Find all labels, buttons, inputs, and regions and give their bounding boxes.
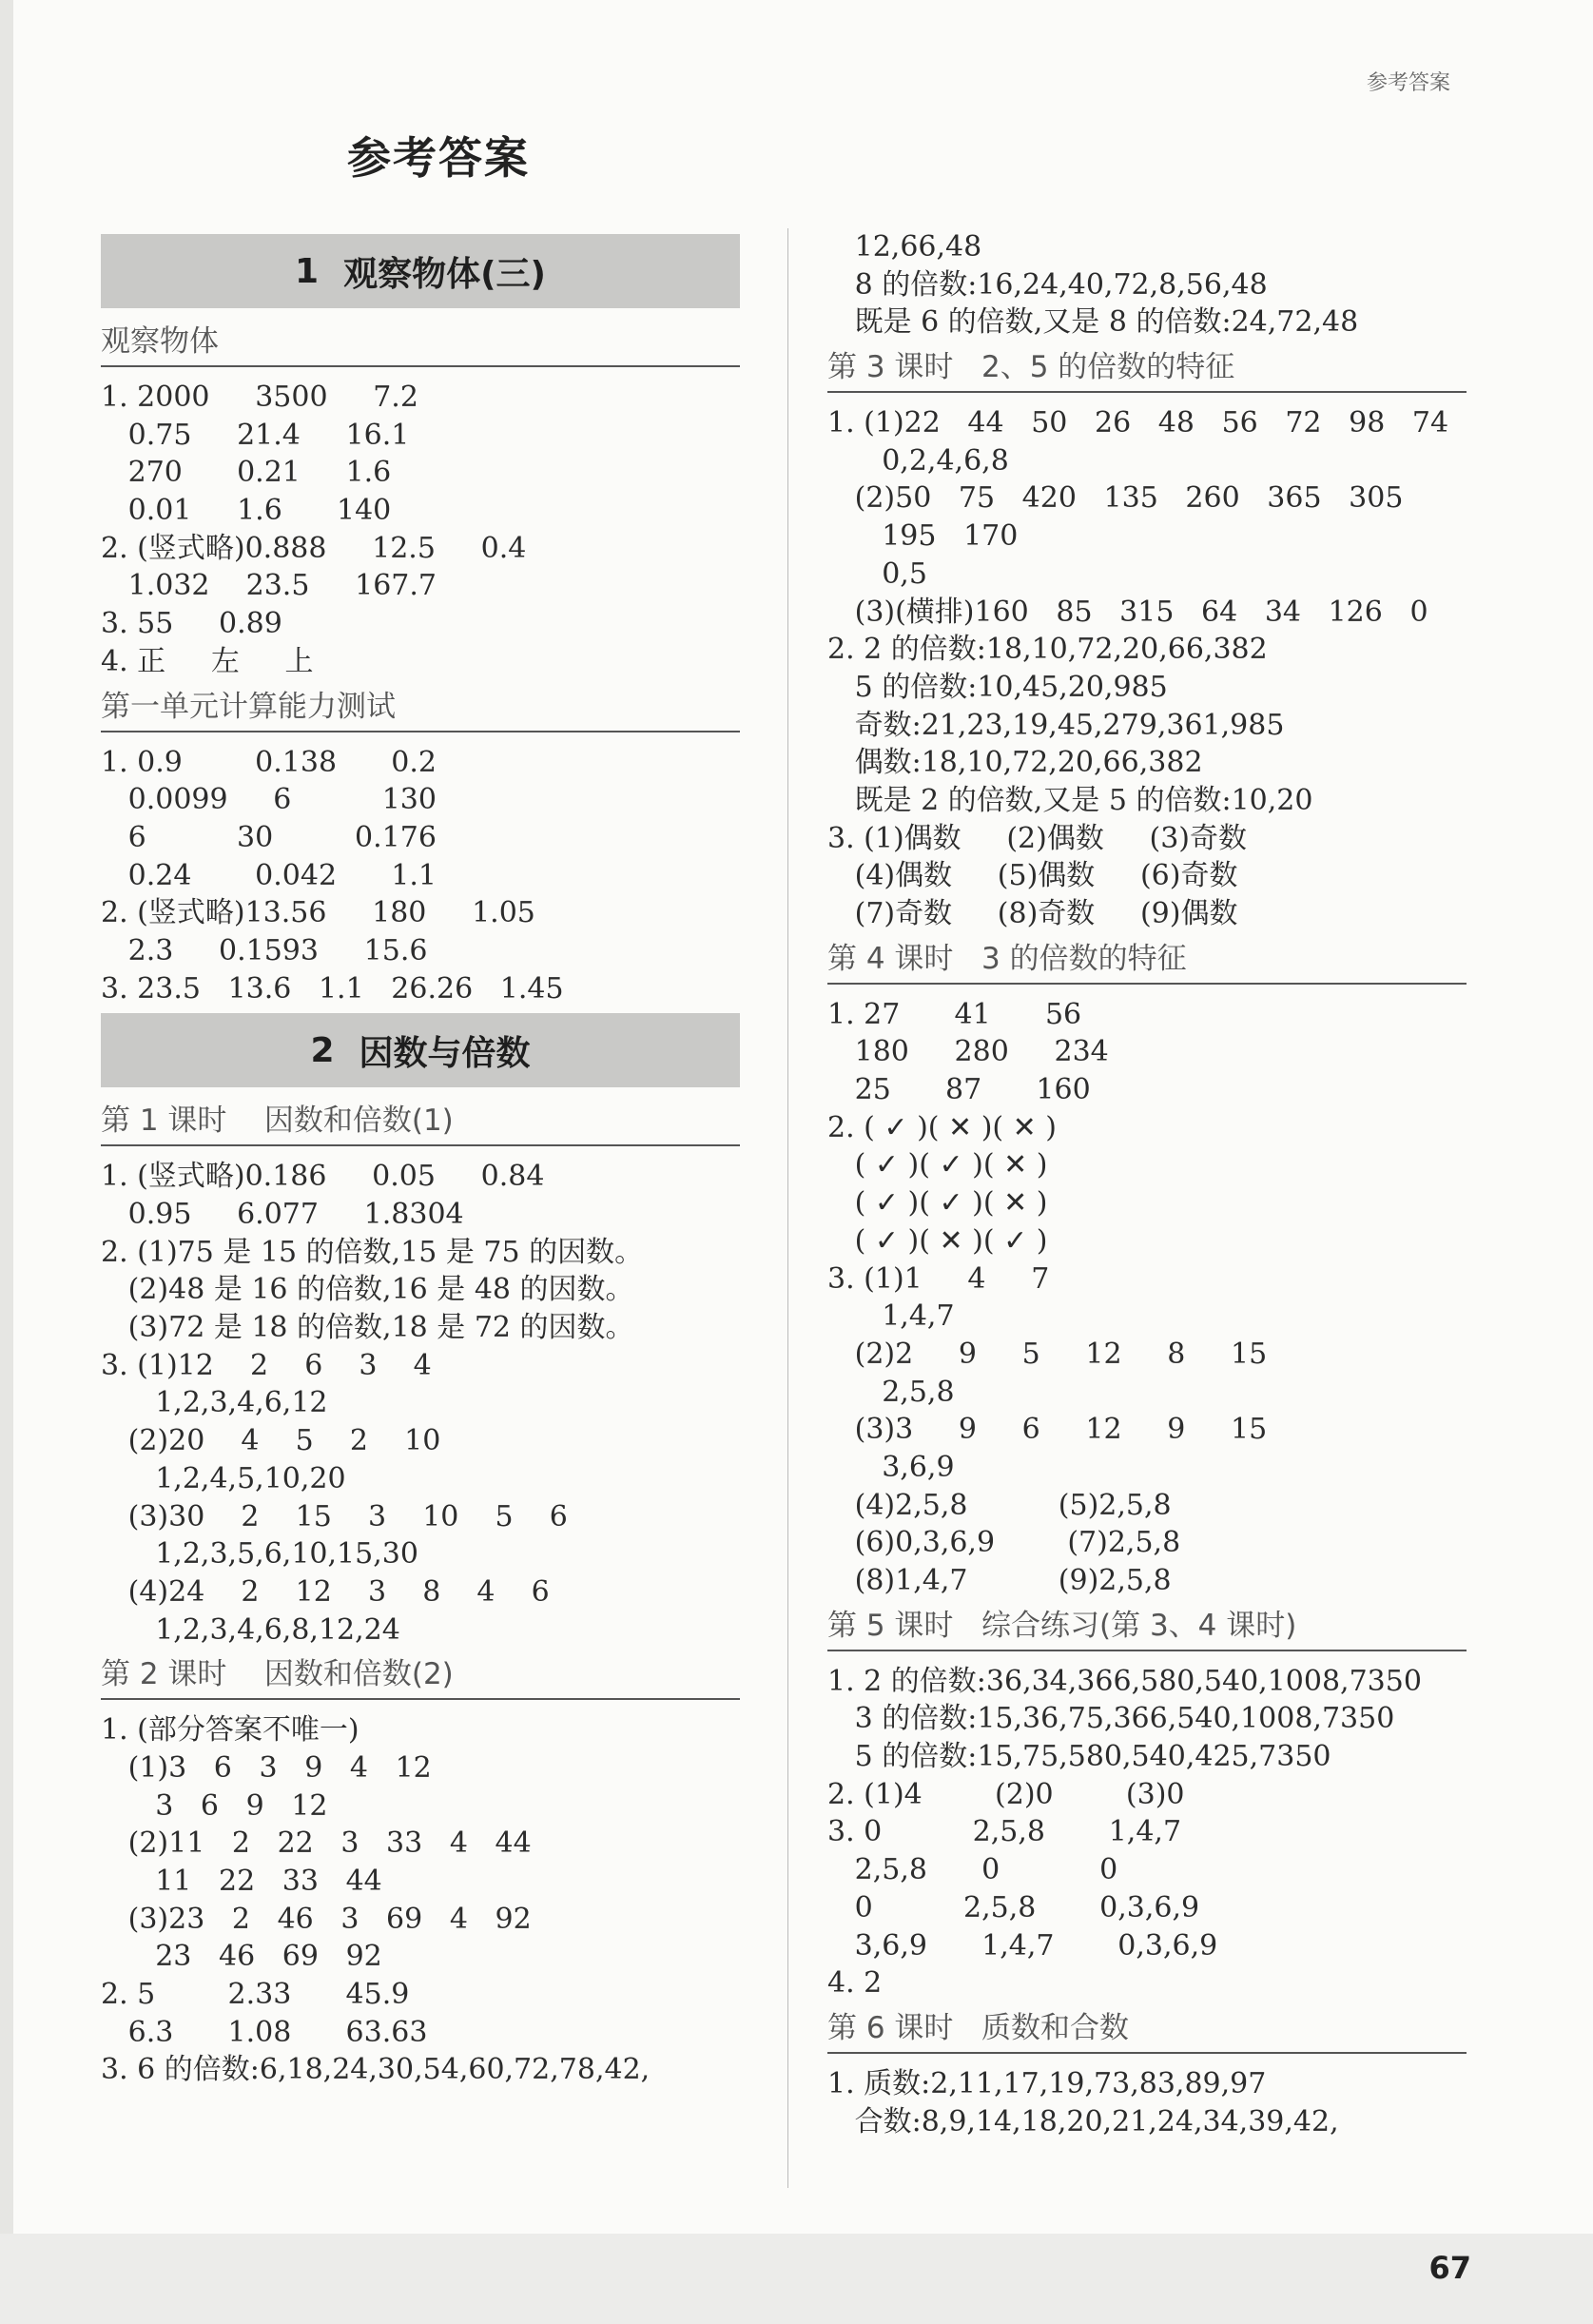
answer-line: 2. (竖式略)13.56 180 1.05 [101, 896, 535, 930]
answer-line: 1,4,7 [827, 1299, 955, 1334]
answer-line: (4)2,5,8 (5)2,5,8 [827, 1488, 1172, 1522]
answer-line: 195 170 [827, 519, 1019, 554]
answer-block [827, 2065, 1467, 2140]
answer-line: (2)11 2 22 3 33 4 44 [101, 1826, 532, 1861]
answer-line: (2)50 75 420 135 260 365 305 [827, 481, 1404, 516]
answer-line: 0,2,4,6,8 [827, 443, 1009, 478]
answer-line: 2,5,8 [827, 1375, 955, 1409]
section-heading: 第 2 课时 因数和倍数(2) [101, 1652, 740, 1700]
answer-line: 25 87 160 [827, 1073, 1091, 1107]
section-heading: 观察物体 [101, 320, 740, 367]
section-heading: 第 1 课时 因数和倍数(1) [101, 1099, 740, 1146]
section-heading: 第一单元计算能力测试 [101, 685, 740, 732]
answer-line: 偶数:18,10,72,20,66,382 [827, 746, 1203, 780]
chapter-number: 1 [295, 251, 320, 291]
answer-line: 2. (竖式略)0.888 12.5 0.4 [101, 531, 527, 565]
section-heading: 第 4 课时 3 的倍数的特征 [827, 937, 1467, 985]
answer-line: 2. (1)75 是 15 的倍数,15 是 75 的因数。 [101, 1235, 644, 1269]
answer-line: (3)(横排)160 85 315 64 34 126 0 [827, 595, 1428, 629]
answer-line: 2. 2 的倍数:18,10,72,20,66,382 [827, 633, 1268, 667]
bottom-band [0, 2234, 1593, 2324]
answer-line: 合数:8,9,14,18,20,21,24,34,39,42, [827, 2104, 1339, 2138]
answer-block [827, 996, 1467, 1600]
answer-line: 2.3 0.1593 15.6 [101, 933, 428, 967]
answer-line: 23 46 69 92 [101, 1940, 382, 1974]
answer-line: 1. (1)22 44 50 26 48 56 72 98 74 [827, 406, 1449, 440]
answer-line: 3,6,9 [827, 1450, 955, 1484]
answer-line: (3)3 9 6 12 9 15 [827, 1413, 1268, 1447]
answer-block [827, 1663, 1467, 2002]
answer-line: 既是 2 的倍数,又是 5 的倍数:10,20 [827, 783, 1313, 817]
answer-line: 1.032 23.5 167.7 [101, 569, 437, 603]
answer-line: 3 的倍数:15,36,75,366,540,1008,7350 [827, 1702, 1395, 1736]
scan-edge [0, 0, 13, 2324]
page-number: 67 [1428, 2250, 1471, 2286]
left-column [101, 228, 740, 2089]
chapter-title: 因数与倍数 [359, 1033, 531, 1073]
chapter-number: 2 [310, 1030, 335, 1070]
answer-line: (1)3 6 3 9 4 12 [101, 1750, 432, 1785]
answer-line: 1,2,3,5,6,10,15,30 [101, 1537, 418, 1572]
answer-line: 4. 正 左 上 [101, 644, 314, 678]
answer-line: 1. (部分答案不唯一) [101, 1713, 359, 1748]
answer-line: 12,66,48 [827, 230, 982, 264]
answer-line: (2)2 9 5 12 8 15 [827, 1337, 1268, 1371]
answer-line: 3. 0 2,5,8 1,4,7 [827, 1815, 1182, 1849]
answer-line: 奇数:21,23,19,45,279,361,985 [827, 708, 1285, 742]
answer-line: 1. 2000 3500 7.2 [101, 381, 418, 414]
answer-block [101, 379, 740, 681]
answer-line: 6.3 1.08 63.63 [101, 2015, 428, 2049]
answer-line: 6 30 0.176 [101, 820, 437, 854]
answer-line: (4)偶数 (5)偶数 (6)奇数 [827, 859, 1238, 893]
answer-line: 3. (1)12 2 6 3 4 [101, 1348, 432, 1382]
answer-line: 0.01 1.6 140 [101, 494, 392, 528]
answer-line: 1. 2 的倍数:36,34,366,580,540,1008,7350 [827, 1664, 1422, 1698]
answer-line: 1,2,4,5,10,20 [101, 1461, 346, 1495]
page-title: 参考答案 [347, 132, 530, 184]
answer-line: 11 22 33 44 [101, 1865, 382, 1898]
answer-block [101, 744, 740, 1008]
answer-line: 5 的倍数:15,75,580,540,425,7350 [827, 1740, 1331, 1774]
answer-line: ( ✓ )( ✓ )( ✕ ) [827, 1148, 1048, 1182]
chapter-heading [101, 1013, 740, 1087]
answer-line: 2. ( ✓ )( ✕ )( ✕ ) [827, 1110, 1058, 1144]
answer-line: 3. 6 的倍数:6,18,24,30,54,60,72,78,42, [101, 2053, 651, 2087]
answer-line: 3. (1)1 4 7 [827, 1261, 1050, 1296]
answer-line: 0.75 21.4 16.1 [101, 418, 410, 452]
answer-line: 既是 6 的倍数,又是 8 的倍数:24,72,48 [827, 305, 1359, 340]
answer-line: ( ✓ )( ✕ )( ✓ ) [827, 1223, 1048, 1258]
answer-line: 1,2,3,4,6,8,12,24 [101, 1612, 400, 1647]
answer-line: 0.24 0.042 1.1 [101, 858, 437, 892]
answer-line: 1. 0.9 0.138 0.2 [101, 745, 437, 779]
answer-block [827, 404, 1467, 933]
answer-line: 0 2,5,8 0,3,6,9 [827, 1890, 1200, 1924]
answer-line: 1,2,3,4,6,12 [101, 1386, 328, 1420]
answer-line: (7)奇数 (8)奇数 (9)偶数 [827, 897, 1238, 930]
answer-line: 1. 27 41 56 [827, 997, 1082, 1031]
answer-line: 3,6,9 1,4,7 0,3,6,9 [827, 1928, 1218, 1963]
answer-line: 3. (1)偶数 (2)偶数 (3)奇数 [827, 821, 1248, 855]
answer-line: 1. (竖式略)0.186 0.05 0.84 [101, 1160, 545, 1194]
answer-line: 5 的倍数:10,45,20,985 [827, 670, 1168, 704]
answer-line: 2,5,8 0 0 [827, 1853, 1118, 1887]
answer-line: 1. 质数:2,11,17,19,73,83,89,97 [827, 2066, 1267, 2100]
answer-line: 3. 23.5 13.6 1.1 26.26 1.45 [101, 971, 564, 1006]
answer-line: ( ✓ )( ✓ )( ✕ ) [827, 1186, 1048, 1221]
answer-line: 4. 2 [827, 1966, 883, 2001]
answer-block [101, 1158, 740, 1649]
answer-line: 8 的倍数:16,24,40,72,8,56,48 [827, 267, 1268, 302]
right-column [827, 228, 1467, 2140]
section-heading: 第 6 课时 质数和合数 [827, 2006, 1467, 2054]
answer-line: (3)23 2 46 3 69 4 92 [101, 1902, 532, 1936]
answer-line: (3)30 2 15 3 10 5 6 [101, 1499, 568, 1533]
chapter-heading [101, 234, 740, 308]
answer-line: 270 0.21 1.6 [101, 456, 392, 490]
answer-line: 0,5 [827, 557, 927, 591]
answer-line: (4)24 2 12 3 8 4 6 [101, 1574, 550, 1609]
answer-line: (8)1,4,7 (9)2,5,8 [827, 1564, 1172, 1597]
answer-line: (6)0,3,6,9 (7)2,5,8 [827, 1526, 1181, 1560]
answer-block [827, 228, 1467, 342]
running-header: 参考答案 [1366, 71, 1450, 95]
answer-line: 2. 5 2.33 45.9 [101, 1978, 410, 2012]
column-divider [787, 228, 788, 2188]
answer-line: 180 280 234 [827, 1035, 1109, 1069]
section-heading: 第 5 课时 综合练习(第 3、4 课时) [827, 1604, 1467, 1651]
answer-block [101, 1711, 740, 2089]
answer-line: 0.0099 6 130 [101, 783, 437, 817]
answer-line: 3. 55 0.89 [101, 607, 282, 641]
section-heading: 第 3 课时 2、5 的倍数的特征 [827, 345, 1467, 393]
answer-line: 3 6 9 12 [101, 1788, 328, 1823]
answer-line: 0.95 6.077 1.8304 [101, 1198, 464, 1231]
answer-line: 2. (1)4 (2)0 (3)0 [827, 1777, 1185, 1811]
answer-line: (2)20 4 5 2 10 [101, 1424, 441, 1458]
chapter-title: 观察物体(三) [343, 254, 546, 294]
answer-line: (2)48 是 16 的倍数,16 是 48 的因数。 [101, 1273, 634, 1307]
answer-line: (3)72 是 18 的倍数,18 是 72 的因数。 [101, 1311, 634, 1345]
